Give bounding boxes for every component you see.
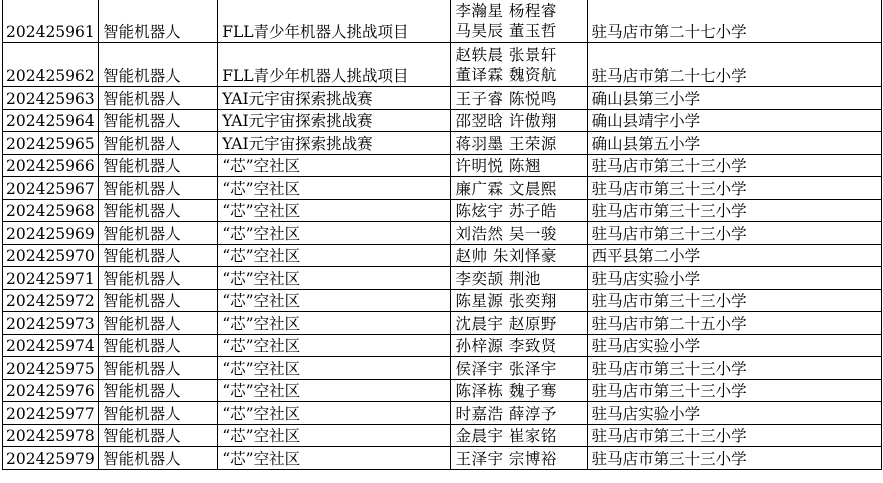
participant-line: 李奕颉 荆池: [455, 269, 541, 288]
participant-line: 许明悦 陈翘: [455, 157, 541, 175]
cell-project[interactable]: “芯”空社区: [218, 379, 451, 402]
table-row: [3, 87, 882, 110]
results-table-body: [3, 0, 882, 469]
cell-entry-id[interactable]: 202425972: [3, 289, 99, 312]
participant-line: 沈晨宇 赵原野: [455, 314, 557, 333]
cell-project[interactable]: “芯”空社区: [218, 177, 451, 200]
table-row: [3, 402, 882, 425]
cell-participants[interactable]: [451, 289, 587, 312]
cell-participants[interactable]: [451, 379, 587, 402]
cell-category[interactable]: 智能机器人: [99, 244, 218, 267]
cell-project[interactable]: “芯”空社区: [218, 244, 451, 267]
cell-project[interactable]: “芯”空社区: [218, 312, 451, 335]
cell-category[interactable]: 智能机器人: [99, 199, 218, 222]
cell-category[interactable]: 智能机器人: [99, 289, 218, 312]
cell-participants[interactable]: [451, 424, 587, 447]
results-table: [2, 0, 882, 470]
participant-line: 廉广霖 文晨熙: [455, 179, 557, 198]
cell-entry-id[interactable]: 202425975: [3, 357, 99, 380]
cell-school[interactable]: 确山县第三小学: [587, 87, 881, 110]
cell-project[interactable]: FLL青少年机器人挑战项目: [218, 0, 451, 43]
participant-line: 赵帅 朱刘怿豪: [455, 247, 557, 265]
cell-project[interactable]: “芯”空社区: [218, 222, 451, 245]
cell-project[interactable]: “芯”空社区: [218, 357, 451, 380]
cell-entry-id[interactable]: 202425978: [3, 424, 99, 447]
cell-school[interactable]: 确山县靖宇小学: [587, 109, 881, 132]
cell-category[interactable]: 智能机器人: [99, 447, 218, 470]
cell-category[interactable]: 智能机器人: [99, 132, 218, 155]
cell-school[interactable]: 驻马店市第三十三小学: [587, 357, 881, 380]
cell-category[interactable]: 智能机器人: [99, 87, 218, 110]
participant-line: 时嘉浩 薛淳予: [455, 404, 557, 423]
cell-category[interactable]: 智能机器人: [99, 267, 218, 290]
cell-project[interactable]: “芯”空社区: [218, 154, 451, 177]
participant-line: 侯泽宇 张泽宇: [455, 359, 557, 378]
cell-participants[interactable]: [451, 447, 587, 470]
cell-school[interactable]: 驻马店实验小学: [587, 334, 881, 357]
participant-line: 陈炫宇 苏子皓: [455, 202, 557, 220]
cell-participants[interactable]: [451, 222, 587, 245]
cell-participants[interactable]: [451, 132, 587, 155]
cell-participants[interactable]: [451, 244, 587, 267]
cell-participants[interactable]: [451, 312, 587, 335]
cell-school[interactable]: 驻马店市第二十七小学: [587, 43, 881, 87]
table-row: [3, 447, 882, 470]
participant-line: 陈泽栋 魏子骞: [455, 382, 557, 400]
cell-category[interactable]: 智能机器人: [99, 177, 218, 200]
cell-project[interactable]: FLL青少年机器人挑战项目: [218, 43, 451, 87]
table-row: [3, 244, 882, 267]
cell-category[interactable]: 智能机器人: [99, 424, 218, 447]
cell-school[interactable]: 驻马店市第三十三小学: [587, 424, 881, 447]
cell-school[interactable]: 驻马店市第三十三小学: [587, 222, 881, 245]
cell-participants[interactable]: [451, 109, 587, 132]
cell-school[interactable]: 驻马店市第三十三小学: [587, 177, 881, 200]
cell-participants[interactable]: [451, 199, 587, 222]
table-row: [3, 109, 882, 132]
cell-entry-id[interactable]: 202425965: [3, 132, 99, 155]
table-row: [3, 334, 882, 357]
participant-line: 陈星源 张奕翔: [455, 292, 557, 310]
participant-line: 王泽宇 宗博裕: [455, 449, 557, 468]
cell-project[interactable]: “芯”空社区: [218, 289, 451, 312]
cell-entry-id[interactable]: 202425974: [3, 334, 99, 357]
cell-category[interactable]: 智能机器人: [99, 43, 218, 87]
participant-line: 孙梓源 李致贤: [455, 337, 557, 355]
cell-category[interactable]: 智能机器人: [99, 222, 218, 245]
cell-category[interactable]: 智能机器人: [99, 109, 218, 132]
table-row: [3, 379, 882, 402]
table-row: [3, 199, 882, 222]
cell-project[interactable]: “芯”空社区: [218, 424, 451, 447]
cell-school[interactable]: 驻马店市第三十三小学: [587, 289, 881, 312]
participant-line: 蒋羽墨 王荣源: [455, 134, 557, 153]
cell-entry-id[interactable]: 202425977: [3, 402, 99, 425]
cell-category[interactable]: 智能机器人: [99, 154, 218, 177]
participant-line: 刘浩然 吴一骏: [455, 224, 557, 243]
cell-project[interactable]: YAI元宇宙探索挑战赛: [218, 109, 451, 132]
cell-entry-id[interactable]: 202425970: [3, 244, 99, 267]
participant-line: 王子睿 陈悦鸣: [455, 89, 557, 108]
cell-project[interactable]: “芯”空社区: [218, 199, 451, 222]
cell-project[interactable]: “芯”空社区: [218, 334, 451, 357]
cell-entry-id[interactable]: 202425967: [3, 177, 99, 200]
cell-school[interactable]: 驻马店市第二十五小学: [587, 312, 881, 335]
cell-project[interactable]: “芯”空社区: [218, 267, 451, 290]
table-row: [3, 312, 882, 335]
cell-school[interactable]: 驻马店市第三十三小学: [587, 379, 881, 402]
cell-category[interactable]: 智能机器人: [99, 402, 218, 425]
participant-line: 马昊辰 董玉哲: [455, 21, 557, 40]
cell-entry-id[interactable]: 202425976: [3, 379, 99, 402]
cell-entry-id[interactable]: 202425971: [3, 267, 99, 290]
cell-school[interactable]: 驻马店实验小学: [587, 402, 881, 425]
cell-entry-id[interactable]: 202425966: [3, 154, 99, 177]
cell-project[interactable]: YAI元宇宙探索挑战赛: [218, 132, 451, 155]
cell-category[interactable]: 智能机器人: [99, 0, 218, 43]
cell-entry-id[interactable]: 202425973: [3, 312, 99, 335]
cell-entry-id[interactable]: 202425964: [3, 109, 99, 132]
cell-category[interactable]: 智能机器人: [99, 357, 218, 380]
table-row: [3, 289, 882, 312]
participant-line: 赵轶晨 张景轩: [455, 45, 557, 64]
cell-participants[interactable]: [451, 402, 587, 425]
cell-entry-id[interactable]: 202425962: [3, 43, 99, 87]
table-row: [3, 0, 882, 43]
cell-project[interactable]: “芯”空社区: [218, 447, 451, 470]
cell-entry-id[interactable]: 202425963: [3, 87, 99, 110]
cell-school[interactable]: 确山县第五小学: [587, 132, 881, 155]
cell-school[interactable]: 驻马店市第三十三小学: [587, 447, 881, 470]
cell-entry-id[interactable]: 202425969: [3, 222, 99, 245]
cell-participants[interactable]: [451, 43, 587, 87]
table-row: [3, 357, 882, 380]
cell-school[interactable]: 驻马店市第三十三小学: [587, 154, 881, 177]
table-row: [3, 43, 882, 87]
cell-entry-id[interactable]: 202425968: [3, 199, 99, 222]
cell-entry-id[interactable]: 202425979: [3, 447, 99, 470]
cell-project[interactable]: YAI元宇宙探索挑战赛: [218, 87, 451, 110]
table-row: [3, 177, 882, 200]
cell-category[interactable]: 智能机器人: [99, 312, 218, 335]
cell-participants[interactable]: [451, 334, 587, 357]
participant-line: 金晨宇 崔家铭: [455, 427, 557, 445]
participant-line: 邵翌晗 许傲翔: [455, 112, 557, 130]
cell-project[interactable]: “芯”空社区: [218, 402, 451, 425]
cell-participants[interactable]: [451, 177, 587, 200]
cell-school[interactable]: 驻马店实验小学: [587, 267, 881, 290]
cell-school[interactable]: 西平县第二小学: [587, 244, 881, 267]
table-row: [3, 222, 882, 245]
cell-entry-id[interactable]: 202425961: [3, 0, 99, 43]
cell-participants[interactable]: [451, 87, 587, 110]
cell-category[interactable]: 智能机器人: [99, 379, 218, 402]
cell-category[interactable]: 智能机器人: [99, 334, 218, 357]
participant-line: 李瀚星 杨程睿: [455, 1, 557, 20]
table-row: [3, 424, 882, 447]
participant-line: 董译霖 魏资航: [455, 65, 557, 84]
cell-school[interactable]: 驻马店市第二十七小学: [587, 0, 881, 43]
table-row: [3, 267, 882, 290]
cell-school[interactable]: 驻马店市第三十三小学: [587, 199, 881, 222]
cell-participants[interactable]: [451, 0, 587, 43]
cell-participants[interactable]: [451, 267, 587, 290]
cell-participants[interactable]: [451, 154, 587, 177]
table-row: [3, 154, 882, 177]
table-row: [3, 132, 882, 155]
cell-participants[interactable]: [451, 357, 587, 380]
